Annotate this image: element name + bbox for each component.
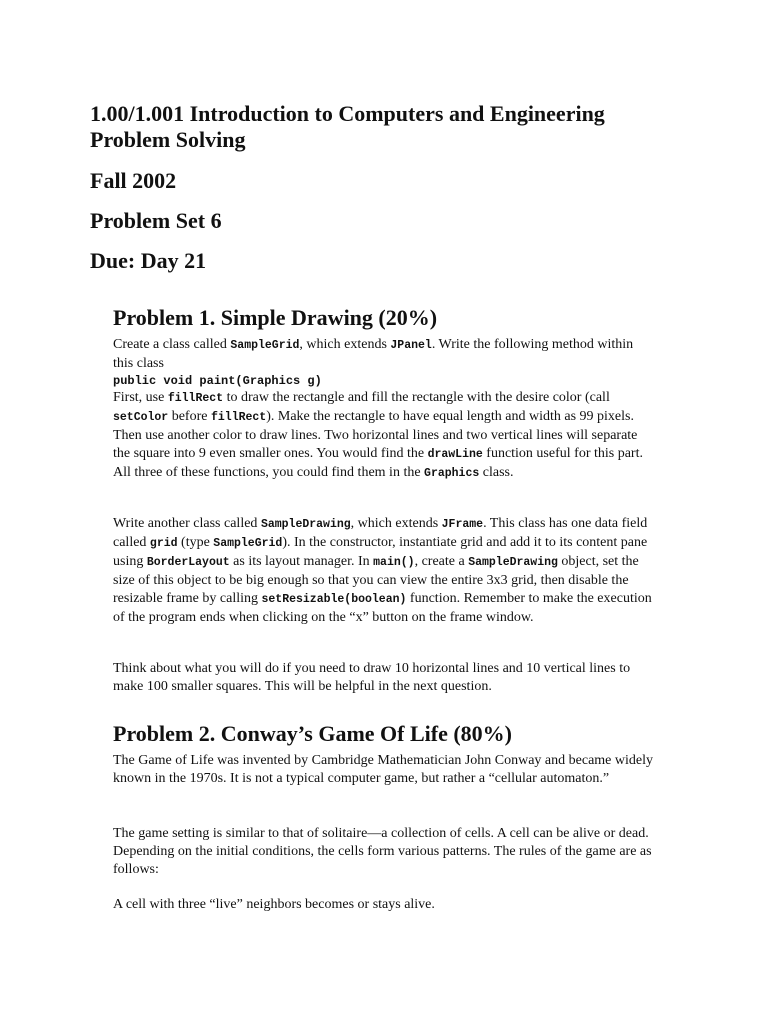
code-borderlayout: BorderLayout: [146, 556, 230, 569]
text-run: ). Make the rectangle to have equal length and width as 99 pixels. Then use another color to draw lines. Two horizontal lines and two vertical lines will separate the square into 9 even smaller ones. You would find the: [113, 409, 638, 461]
text-run: Create a class called: [113, 337, 231, 352]
course-title: 1.00/1.001 Introduction to Computers and Engineering Problem Solving: [90, 101, 605, 152]
problem2-title: Problem 2. Conway’s Game Of Life (80%): [113, 721, 512, 746]
code-samplegrid: SampleGrid: [230, 339, 300, 352]
text-run: , which extends: [299, 337, 391, 352]
text-run: object, set the size of this object to be big enough so that you can view the entire 3x3 grid, then disable the resizable frame by calling: [113, 554, 639, 606]
code-main: main(): [373, 556, 415, 569]
code-jframe: JFrame: [441, 518, 484, 531]
problem1-paragraph1: [113, 336, 653, 483]
problem1-paragraph2: [113, 515, 653, 627]
code-drawline: drawLine: [427, 448, 483, 461]
code-graphics: Graphics: [424, 467, 480, 480]
problem-set-heading: Problem Set 6: [90, 208, 222, 233]
text-run: function useful for this part. All three of these functions, you could find them in the: [113, 446, 643, 480]
text-run: class.: [479, 465, 514, 480]
text-run: . This class has one data field called: [113, 516, 648, 550]
text-run: ). In the constructor, instantiate grid and add it to its content pane using: [113, 535, 648, 569]
code-sampledrawing: SampleDrawing: [468, 556, 558, 569]
code-setresizable: setResizable(boolean): [261, 593, 407, 606]
text-run: as its layout manager. In: [229, 554, 374, 569]
code-fillrect: fillRect: [167, 392, 224, 405]
text-run: to draw the rectangle and fill the rectangle with the desire color (call: [223, 390, 610, 405]
code-samplegrid: SampleGrid: [213, 537, 283, 550]
problem1-title: Problem 1. Simple Drawing (20%): [113, 305, 438, 330]
code-setcolor: setColor: [113, 411, 169, 424]
text-run: (type: [177, 535, 214, 550]
code-fillrect: fillRect: [210, 411, 267, 424]
method-signature: public void paint(Graphics g): [113, 374, 322, 388]
problem2-paragraph3: A cell with three “live” neighbors becomes or stays alive.: [113, 897, 435, 912]
code-sampledrawing: SampleDrawing: [260, 518, 351, 531]
text-run: , create a: [414, 554, 469, 569]
problem2-paragraph2: The game setting is similar to that of solitaire—a collection of cells. A cell can be alive or dead. Depending on the initial conditions, the cells form various patterns. The rules of the game are as follows:: [113, 826, 652, 877]
text-run: , which extends: [350, 516, 442, 531]
text-run: function. Remember to make the execution of the program ends when clicking on the “x” button on the frame window.: [113, 591, 652, 625]
code-grid: grid: [149, 537, 178, 550]
text-run: before: [168, 409, 211, 424]
text-run: First, use: [113, 390, 168, 405]
due-date-heading: Due: Day 21: [90, 248, 207, 273]
text-run: . Write the following method within this class: [113, 337, 634, 371]
problem2-paragraph1: The Game of Life was invented by Cambridge Mathematician John Conway and became widely known in the 1970s. It is not a typical computer game, but rather a “cellular automaton.”: [113, 753, 653, 786]
term-heading: Fall 2002: [90, 168, 177, 193]
problem1-paragraph3: Think about what you will do if you need to draw 10 horizontal lines and 10 vertical lines to make 100 smaller squares. This will be helpful in the next question.: [113, 661, 631, 694]
text-run: Write another class called: [113, 516, 261, 531]
code-jpanel: JPanel: [390, 339, 432, 352]
